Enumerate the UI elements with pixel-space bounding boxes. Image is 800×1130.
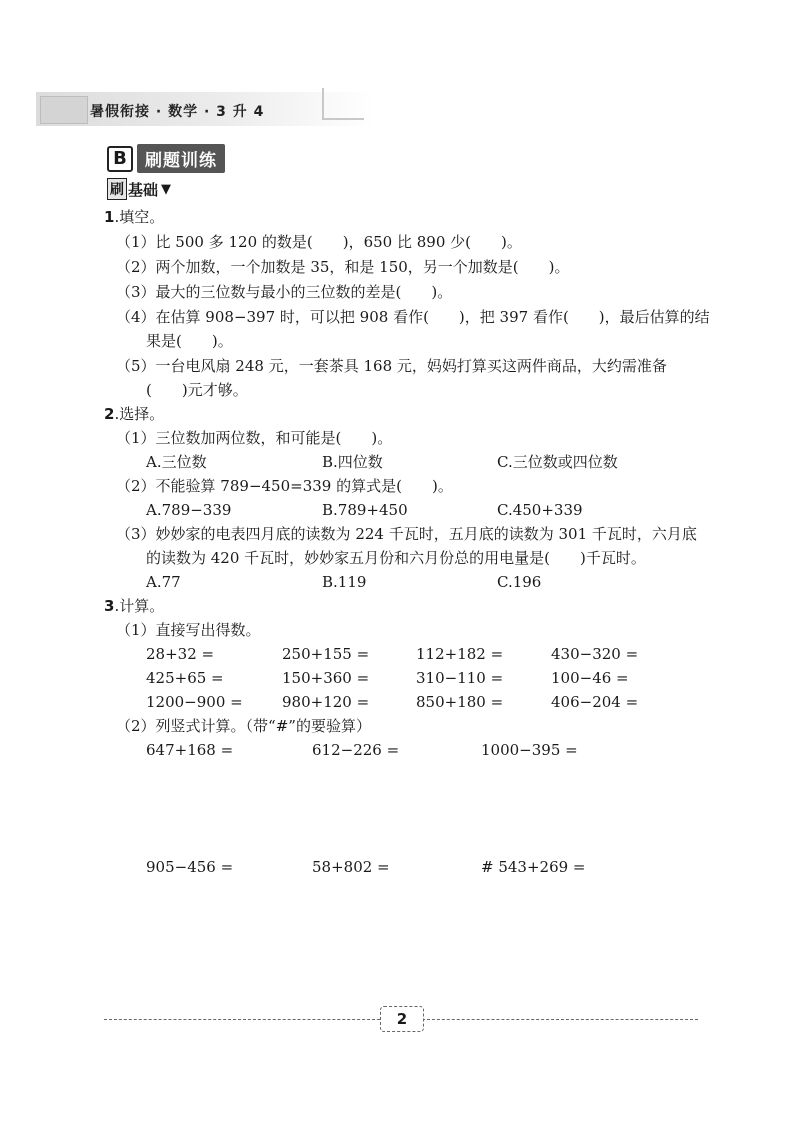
section-heading [107,144,225,173]
q1-item-2: （2）两个加数，一个加数是 35，和是 150，另一个加数是( )。 [116,258,570,276]
calc-item: 310−110 = [416,669,504,687]
vertical-calc-item: # 543+269 = [481,858,586,876]
page-number: 2 [380,1006,424,1032]
q2-sub2-option-b: B.789+450 [322,501,408,519]
q3-sub1-text: （1）直接写出得数。 [116,621,261,639]
q1-item-4-line1: （4）在估算 908−397 时，可以把 908 看作( )，把 397 看作( )，最后估算的结 [116,308,710,326]
q2-sub1-option-a: A.三位数 [146,453,207,471]
subsection-tag: 刷 [107,178,127,200]
q1-item-1: （1）比 500 多 120 的数是( )，650 比 890 少( )。 [116,233,522,251]
q2-sub3-option-a: A.77 [146,573,181,591]
calc-item: 425+65 = [146,669,224,687]
question-3-heading [104,596,164,616]
q3-sub2-text: （2）列竖式计算。（带“#”的要验算） [116,717,371,735]
question-number: 2 [104,405,115,423]
calc-item: 406−204 = [551,693,639,711]
footer-divider-left [104,1019,380,1020]
header-title: 暑假衔接 · 数学 · 3 升 4 [90,104,265,120]
q1-item-3: （3）最大的三位数与最小的三位数的差是( )。 [116,283,453,301]
vertical-calc-item: 1000−395 = [481,741,578,759]
calc-item: 150+360 = [282,669,370,687]
calc-item: 430−320 = [551,645,639,663]
question-number: 1 [104,208,115,226]
subsection-heading [107,178,171,200]
question-2-heading [104,404,164,424]
vertical-calc-item: 612−226 = [312,741,400,759]
q2-sub3-line2: 的读数为 420 千瓦时，妙妙家五月份和六月份总的用电量是( )千瓦时。 [146,549,646,567]
q2-sub1-option-c: C.三位数或四位数 [497,453,618,471]
q1-item-5-line1: （5）一台电风扇 248 元，一套茶具 168 元，妈妈打算买这两件商品，大约需准备 [116,357,667,375]
q2-sub1-text: （1）三位数加两位数，和可能是( )。 [116,429,393,447]
header-book-decoration [40,96,88,124]
calc-item: 28+32 = [146,645,215,663]
calc-item: 980+120 = [282,693,370,711]
q2-sub1-option-b: B.四位数 [322,453,383,471]
triangle-down-icon: ▼ [161,181,172,197]
question-title: .填空。 [114,208,165,226]
q2-sub2-option-a: A.789−339 [146,501,232,519]
q2-sub3-option-b: B.119 [322,573,367,591]
question-title: .计算。 [114,597,165,615]
q2-sub3-line1: （3）妙妙家的电表四月底的读数为 224 千瓦时，五月底的读数为 301 千瓦时，六月底 [116,525,697,543]
subsection-label: 基础 [128,180,159,199]
calc-item: 1200−900 = [146,693,243,711]
q1-item-4-line2: 果是( )。 [146,332,233,350]
q2-sub3-option-c: C.196 [497,573,542,591]
vertical-calc-item: 647+168 = [146,741,234,759]
calc-item: 112+182 = [416,645,504,663]
vertical-calc-item: 905−456 = [146,858,234,876]
question-1-heading [104,207,164,227]
vertical-calc-item: 58+802 = [312,858,390,876]
q1-item-5-line2: ( )元才够。 [146,381,248,399]
calc-item: 100−46 = [551,669,629,687]
section-letter: B [107,146,133,172]
header-corner-decoration [322,88,364,120]
q2-sub2-text: （2）不能验算 789−450=339 的算式是( )。 [116,477,453,495]
section-title: 刷题训练 [137,144,225,173]
q2-sub2-option-c: C.450+339 [497,501,583,519]
question-title: .选择。 [114,405,165,423]
footer-divider-right [422,1019,698,1020]
calc-item: 850+180 = [416,693,504,711]
question-number: 3 [104,597,115,615]
calc-item: 250+155 = [282,645,370,663]
